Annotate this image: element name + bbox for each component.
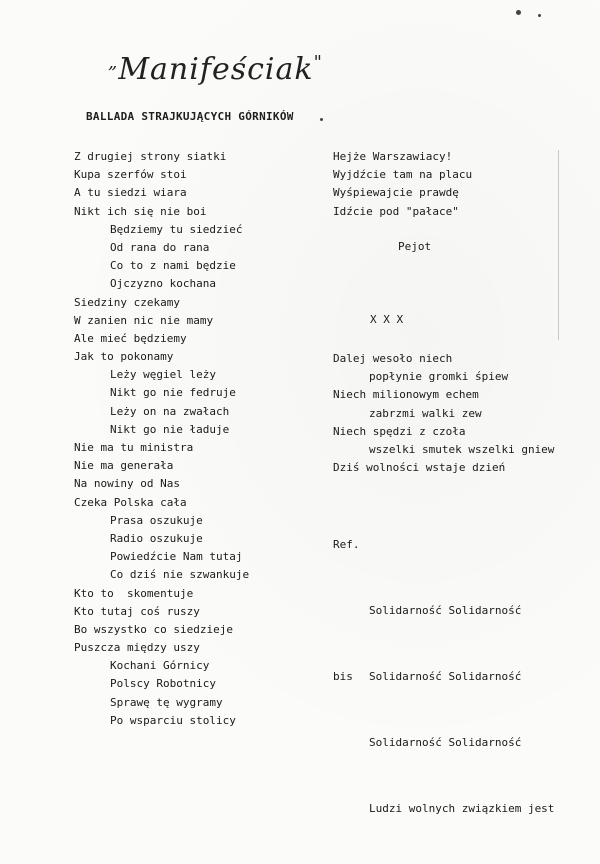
poem-line: Kto to skomentuje (74, 586, 194, 600)
speck (538, 14, 541, 17)
author-signature: Pejot (398, 240, 432, 253)
poem-line: Kochani Górnicy (110, 659, 210, 673)
poem-line: Nikt go nie fedruje (110, 386, 236, 400)
refrain-line: Solidarność Solidarność (369, 670, 522, 683)
poem-line: Hejże Warszawiacy! (333, 150, 453, 163)
poem-line: Prasa oszukuje (110, 513, 203, 527)
poem-line: Jak to pokonamy (74, 350, 174, 364)
poem-line: Co dziś nie szwankuje (110, 568, 250, 582)
poem-line: Bo wszystko co siedzieje (74, 622, 233, 636)
speck (516, 10, 521, 15)
poem-line: A tu siedzi wiara (74, 186, 187, 200)
show-through-line (558, 150, 559, 340)
poem-line: Nikt go nie ładuje (110, 422, 230, 436)
refrain-row (333, 798, 554, 820)
right-poem-stanza-2 (333, 350, 554, 477)
poem-line: Powiedźcie Nam tutaj (110, 550, 243, 564)
poem-line: Wyjdźcie tam na placu (333, 168, 473, 182)
poem-line: Ojczyzno kochana (110, 277, 216, 291)
poem-line: W zanien nic nie mamy (74, 313, 214, 327)
poem-line: Nikt ich się nie boi (74, 204, 207, 218)
poem-line: Z drugiej strony siatki (74, 150, 227, 163)
poem-line: popłynie gromki śpiew (369, 370, 509, 384)
poem-line: Wyśpiewajcie prawdę (333, 186, 459, 200)
refrain-row (333, 534, 554, 556)
refrain-row (333, 666, 554, 688)
poem-line: Sprawę tę wygramy (110, 695, 223, 709)
refrain-block (333, 490, 554, 864)
title-text: Manifeściak (118, 52, 314, 87)
poem-line: Będziemy tu siedzieć (110, 222, 243, 236)
poem-line: Dalej wesoło niech (333, 352, 453, 365)
poem-line: Od rana do rana (110, 240, 210, 254)
speck (320, 118, 323, 121)
title-open-quote: „ (108, 52, 119, 73)
poem-line: Polscy Robotnicy (110, 677, 216, 691)
poem-line: Puszcza między uszy (74, 641, 200, 655)
poem-line: wszelki smutek wszelki gniew (369, 442, 555, 456)
poem-line: Czeka Polska cała (74, 495, 187, 509)
poem-line: Leży on na zwałach (110, 404, 230, 418)
refrain-label: Ref. (333, 538, 360, 551)
refrain-line: Ludzi wolnych związkiem jest (369, 802, 555, 815)
poem-line: Radio oszukuje (110, 531, 203, 545)
poem-line: Idźcie pod "pałace" (333, 204, 459, 218)
poem-line: Ale mieć będziemy (74, 331, 187, 345)
poem-line: Co to z nami będzie (110, 259, 236, 273)
poem-line: Dziś wolności wstaje dzień (333, 461, 506, 475)
refrain-row (333, 600, 554, 622)
poem-line: Nie ma generała (74, 459, 174, 473)
poem-line: Siedziny czekamy (74, 295, 180, 309)
poem-line: Kto tutaj coś ruszy (74, 604, 200, 618)
refrain-line: Solidarność Solidarność (369, 604, 522, 617)
poem-line: Leży węgiel leży (110, 368, 216, 382)
poem-line: Nie ma tu ministra (74, 441, 194, 454)
poem-line: Po wsparciu stolicy (110, 713, 236, 727)
right-poem-stanza-1 (333, 148, 472, 221)
bis-label: bis (333, 670, 353, 683)
poem-line: Kupa szerfów stoi (74, 168, 187, 182)
title-close-quote: " (313, 52, 323, 73)
refrain-row (333, 732, 554, 754)
poem-line: zabrzmi walki zew (369, 406, 482, 420)
poem-line: Na nowiny od Nas (74, 477, 180, 491)
poem-line: Niech spędzi z czoła (333, 424, 466, 438)
refrain-line: Solidarność Solidarność (369, 736, 522, 749)
ballad-heading: BALLADA STRAJKUJĄCYCH GÓRNIKÓW (86, 110, 294, 123)
stanza-separator: X X X (370, 313, 404, 326)
left-poem-column (74, 148, 249, 730)
page-title (108, 52, 323, 87)
poem-line: Niech milionowym echem (333, 388, 479, 402)
